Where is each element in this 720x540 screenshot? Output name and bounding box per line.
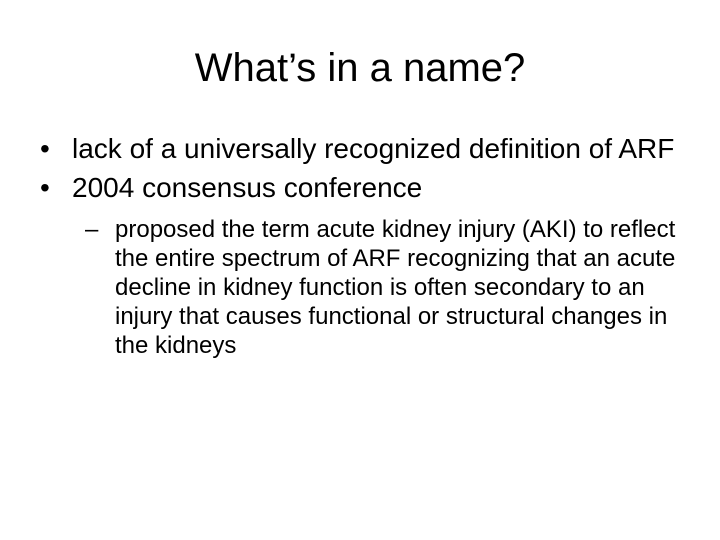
sub-bullet-item [73,215,690,360]
sub-bullet-list [72,215,690,360]
bullet-text: lack of a universally recognized definition of ARF [72,133,675,164]
slide-title: What’s in a name? [194,46,526,90]
dash-marker: – [85,216,99,243]
bullet-item [30,171,690,360]
bullet-marker: • [40,172,50,203]
bullet-text: 2004 consensus conference [72,172,423,203]
bullet-item [30,132,690,166]
bullet-list [30,132,690,365]
bullet-marker: • [40,133,50,164]
sub-bullet-text: proposed the term acute kidney injury (AKI) to reflect the entire spectrum of ARF recognizing that an acute decline in kidney function is often secondary to an injury that causes functional or structural changes in the kidneys [115,216,676,359]
